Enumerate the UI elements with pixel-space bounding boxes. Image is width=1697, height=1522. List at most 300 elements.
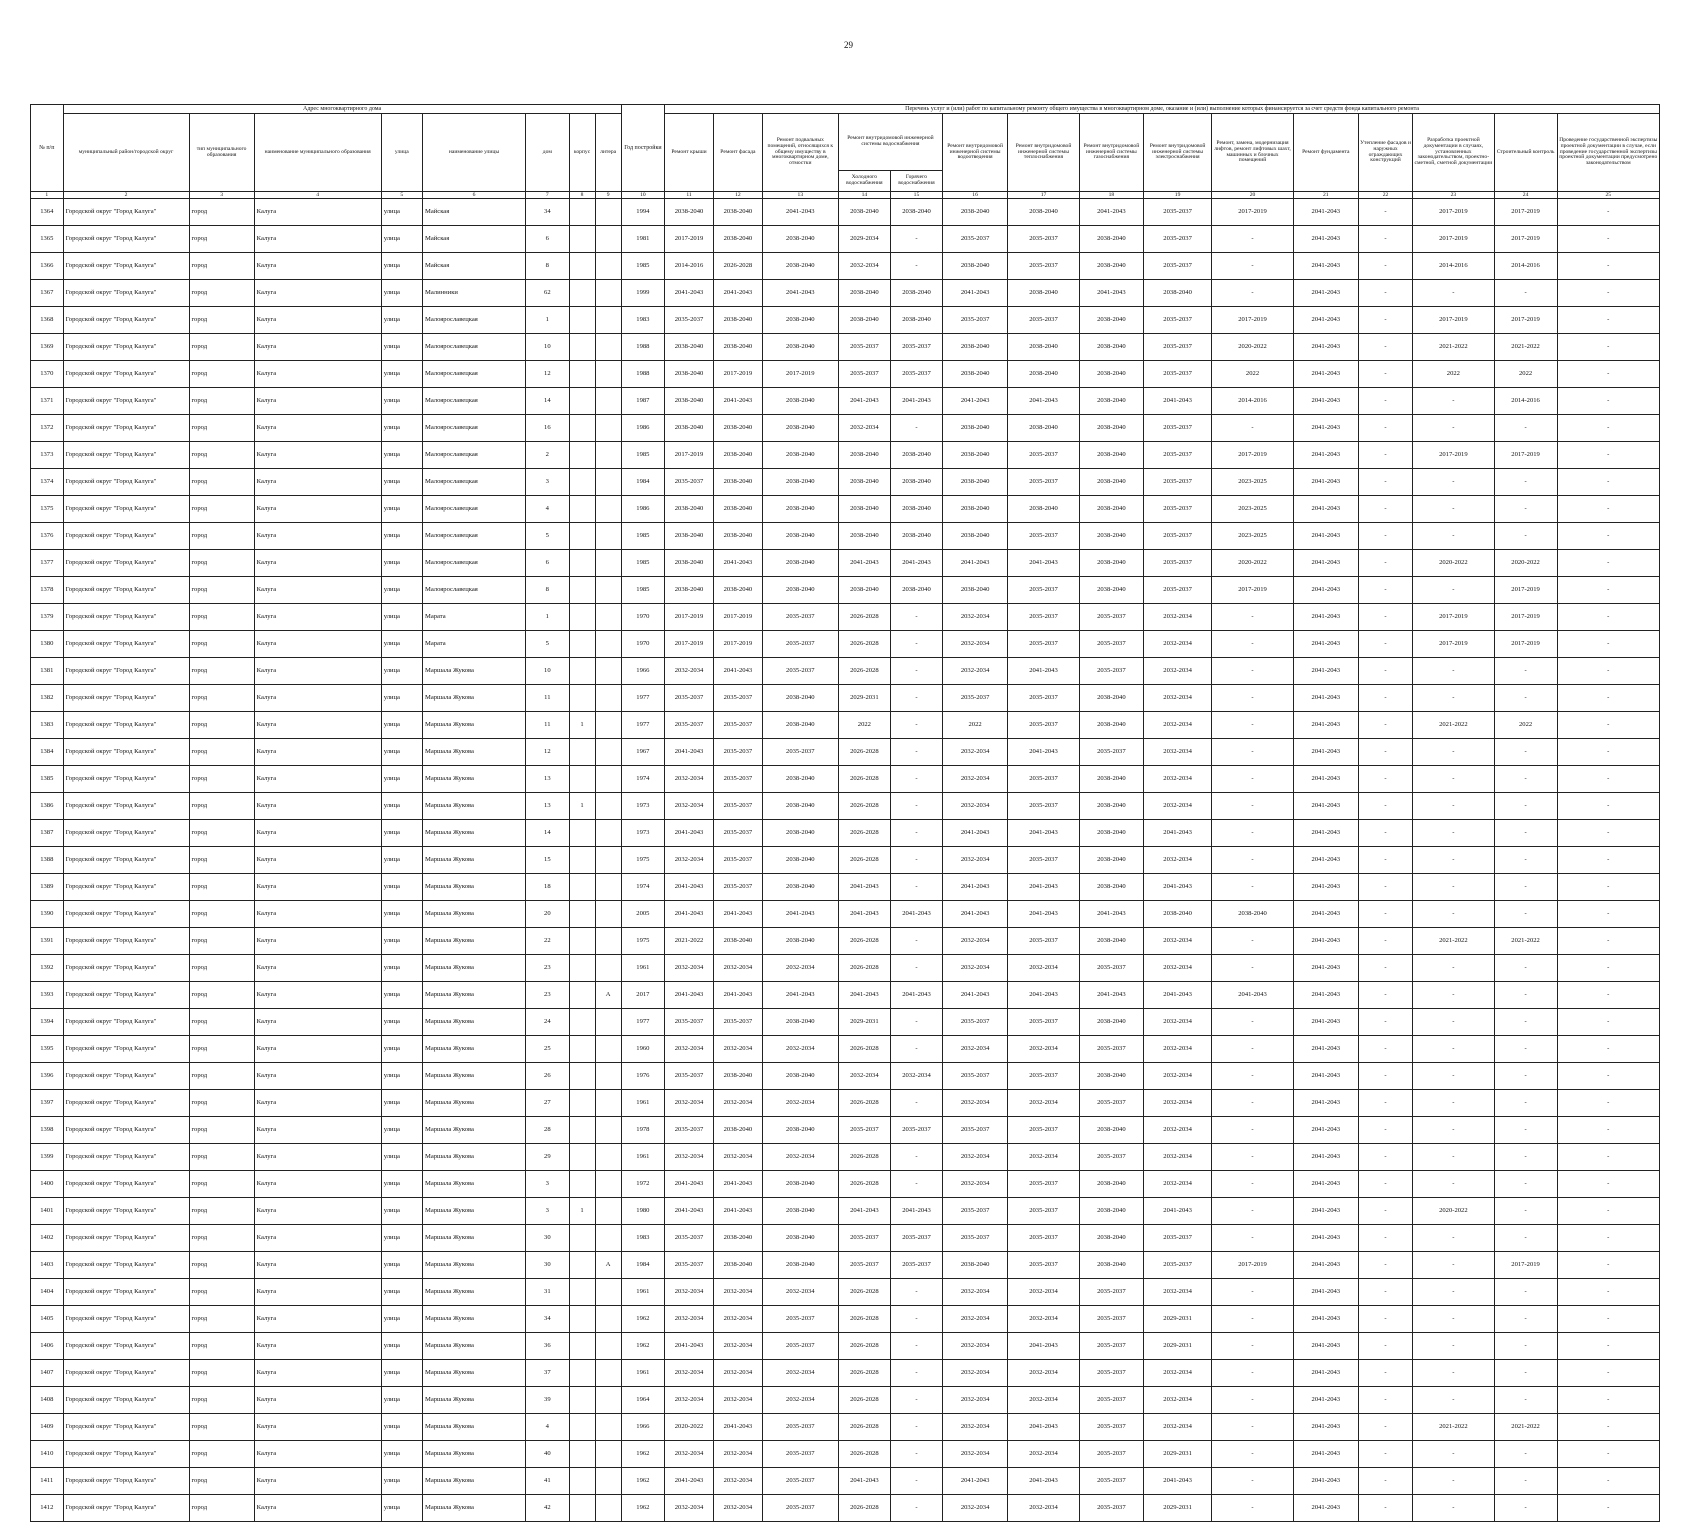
table-cell: улица (381, 1225, 422, 1252)
table-cell: 2038-2040 (665, 334, 714, 361)
table-cell: 2017-2019 (713, 361, 762, 388)
table-cell: 2041-2043 (1079, 280, 1143, 307)
table-cell: 2041-2043 (1293, 1414, 1358, 1441)
table-cell: 2022 (943, 712, 1008, 739)
table-cell: 2035-2037 (1143, 415, 1211, 442)
table-row (31, 982, 1660, 1009)
table-cell (595, 1171, 621, 1198)
table-cell: 30 (526, 1225, 569, 1252)
table-cell: - (890, 658, 942, 685)
table-cell: 2032-2034 (943, 658, 1008, 685)
table-cell: Городской округ "Город Калуга" (63, 1360, 189, 1387)
table-cell: - (1494, 1117, 1557, 1144)
table-cell: 1960 (621, 1036, 664, 1063)
table-cell: - (1494, 874, 1557, 901)
table-cell: 1402 (31, 1225, 64, 1252)
table-cell: 2032-2034 (943, 1171, 1008, 1198)
column-number: 6 (422, 192, 525, 199)
table-cell: 2041-2043 (713, 1198, 762, 1225)
table-cell: Маршала Жукова (422, 901, 525, 928)
table-cell: - (1413, 1495, 1494, 1522)
table-cell: - (1358, 1387, 1412, 1414)
table-cell: - (1212, 415, 1293, 442)
table-cell (569, 280, 595, 307)
table-cell: 2035-2037 (1008, 793, 1080, 820)
column-number: 3 (189, 192, 254, 199)
table-cell: 3 (526, 1198, 569, 1225)
table-row (31, 658, 1660, 685)
table-cell: 1973 (621, 820, 664, 847)
table-cell: 1387 (31, 820, 64, 847)
table-cell: 2038-2040 (1079, 1225, 1143, 1252)
table-cell: 39 (526, 1387, 569, 1414)
table-cell: 2035-2037 (1008, 928, 1080, 955)
table-cell: Калуга (254, 280, 381, 307)
table-cell: 2041-2043 (1293, 1198, 1358, 1225)
table-cell: город (189, 361, 254, 388)
table-cell: улица (381, 1171, 422, 1198)
table-cell: 2021-2022 (1413, 928, 1494, 955)
table-cell: Городской округ "Город Калуга" (63, 847, 189, 874)
table-cell: 1375 (31, 496, 64, 523)
table-cell: 2041-2043 (665, 874, 714, 901)
table-cell: Калуга (254, 1441, 381, 1468)
table-cell: Маршала Жукова (422, 1171, 525, 1198)
table-cell: - (1212, 1495, 1293, 1522)
table-cell: 2035-2037 (1008, 307, 1080, 334)
table-cell: 2041-2043 (838, 1198, 890, 1225)
table-cell: улица (381, 631, 422, 658)
table-cell: 2038-2040 (665, 388, 714, 415)
table-cell: Маршала Жукова (422, 928, 525, 955)
table-cell: 2032-2034 (943, 1333, 1008, 1360)
table-cell (569, 1441, 595, 1468)
table-cell: город (189, 388, 254, 415)
table-cell: город (189, 1279, 254, 1306)
table-cell: 2038-2040 (1008, 199, 1080, 226)
table-cell (569, 1036, 595, 1063)
table-cell: 2038-2040 (1079, 442, 1143, 469)
table-cell: 2032-2034 (1143, 1036, 1211, 1063)
table-cell (595, 577, 621, 604)
table-cell: 2014-2016 (1413, 253, 1494, 280)
table-body (31, 199, 1660, 1522)
table-cell: 2032-2034 (1143, 1414, 1211, 1441)
table-cell: - (1358, 1468, 1412, 1495)
table-cell: 1973 (621, 793, 664, 820)
table-cell: 2035-2037 (1143, 496, 1211, 523)
table-cell: 2035-2037 (1008, 685, 1080, 712)
header-street-type: улица (381, 114, 422, 192)
table-cell: - (1212, 1171, 1293, 1198)
table-cell: 2032-2034 (1008, 1495, 1080, 1522)
table-cell: 2032-2034 (943, 1360, 1008, 1387)
table-cell: 2038-2040 (1079, 415, 1143, 442)
table-cell: - (1358, 604, 1412, 631)
table-cell: - (1212, 739, 1293, 766)
table-cell: 2035-2037 (890, 1117, 942, 1144)
header-facade: Ремонт фасада (713, 114, 762, 192)
table-cell: Городской округ "Город Калуга" (63, 577, 189, 604)
table-cell: город (189, 1387, 254, 1414)
table-row (31, 226, 1660, 253)
table-cell: 2017-2019 (665, 442, 714, 469)
table-cell (569, 1252, 595, 1279)
table-row (31, 442, 1660, 469)
table-cell: 2035-2037 (762, 739, 838, 766)
table-cell: 2026-2028 (838, 1414, 890, 1441)
table-cell: Калуга (254, 1306, 381, 1333)
table-cell: 8 (526, 253, 569, 280)
table-cell: 2035-2037 (1143, 469, 1211, 496)
table-cell: город (189, 334, 254, 361)
table-cell: 1386 (31, 793, 64, 820)
table-cell: - (1557, 1360, 1659, 1387)
table-cell: 2035-2037 (665, 1009, 714, 1036)
table-cell (569, 550, 595, 577)
table-cell: - (1413, 1144, 1494, 1171)
table-cell: 2032-2034 (943, 1279, 1008, 1306)
table-cell: 2032-2034 (1143, 1387, 1211, 1414)
table-cell: Маршала Жукова (422, 1333, 525, 1360)
table-cell: - (1358, 280, 1412, 307)
table-cell: - (1413, 901, 1494, 928)
table-cell: 16 (526, 415, 569, 442)
table-cell: 2041-2043 (1293, 577, 1358, 604)
table-cell: 2038-2040 (762, 334, 838, 361)
table-cell: 1366 (31, 253, 64, 280)
table-cell: - (1494, 1495, 1557, 1522)
table-cell: 37 (526, 1360, 569, 1387)
table-cell: 2029-2031 (1143, 1441, 1211, 1468)
table-cell: - (1413, 739, 1494, 766)
table-cell: - (890, 1036, 942, 1063)
table-cell: улица (381, 469, 422, 496)
table-cell: 23 (526, 955, 569, 982)
table-cell: Калуга (254, 955, 381, 982)
table-cell: - (1494, 685, 1557, 712)
table-cell (569, 739, 595, 766)
table-cell: 2032-2034 (1143, 631, 1211, 658)
table-cell: - (1557, 1225, 1659, 1252)
table-cell: - (1494, 739, 1557, 766)
table-cell: - (1212, 874, 1293, 901)
table-cell: 2032-2034 (713, 1090, 762, 1117)
table-cell: Калуга (254, 1063, 381, 1090)
table-cell: 2035-2037 (713, 1009, 762, 1036)
table-cell: 1378 (31, 577, 64, 604)
table-cell: 2038-2040 (762, 469, 838, 496)
table-cell: улица (381, 280, 422, 307)
table-cell (595, 631, 621, 658)
table-cell: - (1494, 955, 1557, 982)
table-cell: Маршала Жукова (422, 1252, 525, 1279)
table-cell: - (1413, 1387, 1494, 1414)
table-cell: 2035-2037 (1008, 253, 1080, 280)
table-cell: - (890, 1171, 942, 1198)
table-row (31, 1360, 1660, 1387)
table-cell: Маршала Жукова (422, 1414, 525, 1441)
table-cell: 2041-2043 (713, 1171, 762, 1198)
table-cell: - (1413, 1009, 1494, 1036)
table-cell: 2035-2037 (665, 685, 714, 712)
column-number: 20 (1212, 192, 1293, 199)
table-cell: - (1413, 523, 1494, 550)
table-cell: 2023-2025 (1212, 523, 1293, 550)
table-cell: 2021-2022 (1413, 712, 1494, 739)
table-cell: 2029-2031 (838, 1009, 890, 1036)
table-cell: - (1557, 226, 1659, 253)
table-cell: 2032-2034 (838, 1063, 890, 1090)
table-cell: - (1557, 1144, 1659, 1171)
table-cell: 2035-2037 (1143, 253, 1211, 280)
column-number: 7 (526, 192, 569, 199)
table-cell: 2038-2040 (890, 280, 942, 307)
table-cell: - (1494, 901, 1557, 928)
column-number: 12 (713, 192, 762, 199)
table-cell: 2041-2043 (1008, 658, 1080, 685)
table-cell: Калуга (254, 685, 381, 712)
column-number: 16 (943, 192, 1008, 199)
table-cell: 1980 (621, 1198, 664, 1225)
table-cell: - (890, 1441, 942, 1468)
table-cell: 2020-2022 (1413, 1198, 1494, 1225)
table-cell (595, 1495, 621, 1522)
table-cell: 2032-2034 (665, 1495, 714, 1522)
table-row (31, 1495, 1660, 1522)
table-cell: 2026-2028 (838, 1360, 890, 1387)
table-cell: 2038-2040 (1079, 307, 1143, 334)
table-cell: Калуга (254, 307, 381, 334)
table-cell: - (1358, 496, 1412, 523)
table-cell: Маршала Жукова (422, 1387, 525, 1414)
table-cell: 2032-2034 (665, 1090, 714, 1117)
table-cell: 2041-2043 (1293, 253, 1358, 280)
table-cell: Калуга (254, 739, 381, 766)
table-cell: 2041-2043 (890, 388, 942, 415)
table-cell: 1962 (621, 1468, 664, 1495)
table-cell: Калуга (254, 982, 381, 1009)
table-cell: город (189, 1036, 254, 1063)
table-cell: 1962 (621, 1495, 664, 1522)
table-cell: 2041-2043 (1293, 712, 1358, 739)
table-cell: 2032-2034 (1008, 1036, 1080, 1063)
table-cell: 2035-2037 (713, 685, 762, 712)
table-cell: Калуга (254, 1225, 381, 1252)
table-cell (569, 1144, 595, 1171)
table-cell: - (1358, 766, 1412, 793)
table-cell: 2035-2037 (762, 1441, 838, 1468)
table-cell: 2032-2034 (1008, 1144, 1080, 1171)
table-cell: 2032-2034 (713, 1441, 762, 1468)
table-cell: 1403 (31, 1252, 64, 1279)
table-cell: 2041-2043 (1212, 982, 1293, 1009)
table-cell (569, 1387, 595, 1414)
table-cell: 2041-2043 (1293, 1333, 1358, 1360)
table-cell: 2035-2037 (1143, 199, 1211, 226)
column-number: 18 (1079, 192, 1143, 199)
table-cell: - (1413, 766, 1494, 793)
table-cell (569, 496, 595, 523)
table-cell: 2038-2040 (1008, 334, 1080, 361)
table-cell: 2035-2037 (1008, 712, 1080, 739)
table-cell (569, 955, 595, 982)
table-cell: 2032-2034 (943, 1414, 1008, 1441)
table-cell: 2035-2037 (1008, 604, 1080, 631)
column-number: 4 (254, 192, 381, 199)
table-cell: город (189, 712, 254, 739)
table-cell: улица (381, 1333, 422, 1360)
table-cell: 2 (526, 442, 569, 469)
table-cell: 2022 (838, 712, 890, 739)
table-cell: 2032-2034 (665, 1306, 714, 1333)
table-cell: 2032-2034 (1143, 604, 1211, 631)
table-cell: улица (381, 766, 422, 793)
table-cell: 2041-2043 (1293, 820, 1358, 847)
table-cell: улица (381, 415, 422, 442)
table-cell: 2017-2019 (1494, 1252, 1557, 1279)
header-control: Строительный контроль (1494, 114, 1557, 192)
table-cell: - (1413, 1279, 1494, 1306)
table-cell (595, 361, 621, 388)
table-cell: 2035-2037 (713, 874, 762, 901)
table-cell: 2038-2040 (762, 1252, 838, 1279)
table-cell (595, 793, 621, 820)
table-cell: 1962 (621, 1333, 664, 1360)
table-cell: улица (381, 928, 422, 955)
table-cell: - (1557, 1198, 1659, 1225)
table-cell: 2038-2040 (665, 496, 714, 523)
table-cell: - (890, 1414, 942, 1441)
table-cell: - (1358, 1090, 1412, 1117)
table-cell: 2026-2028 (838, 1090, 890, 1117)
table-cell: Калуга (254, 1090, 381, 1117)
table-cell: Городской округ "Город Калуга" (63, 1306, 189, 1333)
table-cell: 2041-2043 (762, 901, 838, 928)
table-cell: 2032-2034 (762, 1144, 838, 1171)
table-cell: 2021-2022 (665, 928, 714, 955)
table-cell: Калуга (254, 874, 381, 901)
table-cell: 2032-2034 (762, 955, 838, 982)
table-cell: 2038-2040 (762, 496, 838, 523)
table-cell: улица (381, 442, 422, 469)
table-cell: Маршала Жукова (422, 820, 525, 847)
table-cell: 2035-2037 (1008, 1171, 1080, 1198)
table-cell: 2041-2043 (1293, 1225, 1358, 1252)
table-cell: 2038-2040 (838, 523, 890, 550)
table-cell: - (1413, 280, 1494, 307)
table-cell: Городской округ "Город Калуга" (63, 1198, 189, 1225)
table-cell: улица (381, 901, 422, 928)
column-number: 2 (63, 192, 189, 199)
table-cell: 2035-2037 (713, 766, 762, 793)
table-cell: - (1494, 793, 1557, 820)
table-cell: 1994 (621, 199, 664, 226)
table-cell (595, 253, 621, 280)
table-cell: - (1212, 820, 1293, 847)
table-cell: улица (381, 1414, 422, 1441)
table-cell: - (1212, 928, 1293, 955)
table-cell (595, 469, 621, 496)
table-cell (569, 1279, 595, 1306)
table-cell: 2032-2034 (1143, 766, 1211, 793)
table-cell: 2038-2040 (838, 577, 890, 604)
table-cell: 2038-2040 (762, 712, 838, 739)
table-cell: 2035-2037 (1079, 1387, 1143, 1414)
table-cell (595, 334, 621, 361)
table-cell: 2032-2034 (665, 1360, 714, 1387)
table-cell: - (1494, 469, 1557, 496)
table-row (31, 1036, 1660, 1063)
table-cell: 2029-2031 (1143, 1306, 1211, 1333)
table-cell: 2014-2016 (1212, 388, 1293, 415)
table-cell: Городской округ "Город Калуга" (63, 1171, 189, 1198)
table-cell: 34 (526, 199, 569, 226)
table-cell: 2022 (1212, 361, 1293, 388)
table-cell: - (1557, 550, 1659, 577)
table-cell: 2038-2040 (762, 793, 838, 820)
table-cell: 2032-2034 (713, 1333, 762, 1360)
table-cell: 34 (526, 1306, 569, 1333)
table-cell: 2017-2019 (1494, 442, 1557, 469)
table-cell: 2035-2037 (665, 307, 714, 334)
table-cell: Калуга (254, 577, 381, 604)
table-cell: 2014-2016 (1494, 253, 1557, 280)
table-cell: 2032-2034 (1143, 955, 1211, 982)
table-cell: 2038-2040 (1079, 1171, 1143, 1198)
table-cell: 2035-2037 (713, 847, 762, 874)
table-cell: Малоярославецкая (422, 442, 525, 469)
table-cell: 2038-2040 (943, 469, 1008, 496)
table-cell: город (189, 1495, 254, 1522)
table-cell: - (1557, 1279, 1659, 1306)
table-row (31, 388, 1660, 415)
table-cell: Городской округ "Город Калуга" (63, 1090, 189, 1117)
table-cell: 2035-2037 (665, 1225, 714, 1252)
table-cell: 2038-2040 (762, 226, 838, 253)
header-group-address: Адрес многоквартирного дома (63, 105, 621, 114)
table-cell: - (1557, 1333, 1659, 1360)
page-number: 29 (844, 40, 853, 50)
table-cell: Маршала Жукова (422, 1360, 525, 1387)
table-cell: 2038-2040 (1079, 1009, 1143, 1036)
table-cell: - (1358, 1063, 1412, 1090)
column-number: 1 (31, 192, 64, 199)
table-cell: - (1557, 1414, 1659, 1441)
table-cell: - (1413, 577, 1494, 604)
table-cell: Калуга (254, 199, 381, 226)
table-cell: 2017-2019 (762, 361, 838, 388)
table-row (31, 1117, 1660, 1144)
table-cell (569, 604, 595, 631)
table-cell: - (1413, 1090, 1494, 1117)
table-cell: - (1212, 226, 1293, 253)
table-cell: 2032-2034 (665, 793, 714, 820)
table-cell: 2038-2040 (890, 577, 942, 604)
table-cell: 2021-2022 (1413, 1414, 1494, 1441)
table-cell: 2020-2022 (1212, 334, 1293, 361)
table-cell: 1961 (621, 1144, 664, 1171)
table-cell: Городской округ "Город Калуга" (63, 604, 189, 631)
table-cell: - (1557, 1117, 1659, 1144)
table-cell (595, 523, 621, 550)
table-cell: улица (381, 577, 422, 604)
table-cell: 2041-2043 (762, 199, 838, 226)
table-cell: 2032-2034 (943, 604, 1008, 631)
table-cell: 2032-2034 (665, 658, 714, 685)
table-cell: Калуга (254, 523, 381, 550)
table-cell: - (1557, 253, 1659, 280)
